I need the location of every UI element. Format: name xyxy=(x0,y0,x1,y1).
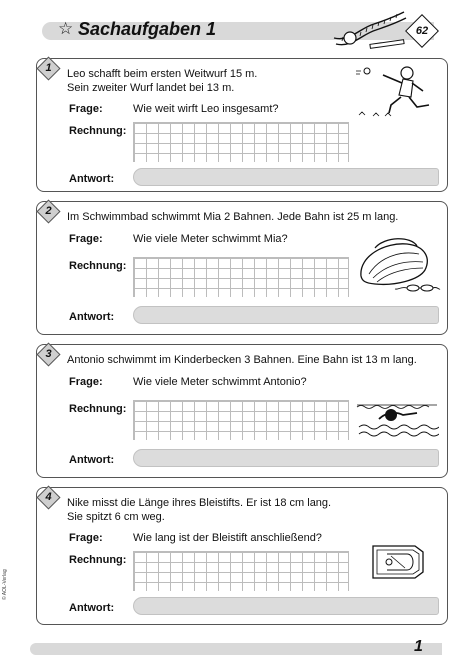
question-text: Wie viele Meter schwimmt Antonio? xyxy=(133,376,307,388)
swimmer-in-water-illustration xyxy=(355,397,439,439)
calculation-label: Rechnung: xyxy=(69,260,127,272)
task-text-line: Im Schwimmbad schwimmt Mia 2 Bahnen. Jede Bahn ist 25 m lang. xyxy=(67,211,399,223)
calculation-label: Rechnung: xyxy=(69,403,127,415)
star-outline-icon: ☆ xyxy=(58,19,74,39)
swim-bag-and-goggles-illustration xyxy=(355,236,441,294)
answer-label: Antwort: xyxy=(69,454,115,466)
measuring-tape-icon xyxy=(330,8,410,50)
task-text-line: Sie spitzt 6 cm weg. xyxy=(67,511,165,523)
pencil-sharpener-illustration xyxy=(369,542,431,582)
question-text: Wie lang ist der Bleistift anschließend? xyxy=(133,532,322,544)
task-4-box xyxy=(36,487,448,625)
task-number-badge: 4 xyxy=(32,483,62,513)
calculation-grid[interactable] xyxy=(133,551,349,591)
boy-throwing-ball-illustration xyxy=(355,61,443,121)
question-text: Wie viele Meter schwimmt Mia? xyxy=(133,233,288,245)
page-badge-number: 62 xyxy=(415,25,429,37)
question-label: Frage: xyxy=(69,376,103,388)
task-number-badge: 2 xyxy=(32,197,62,227)
question-label: Frage: xyxy=(69,103,103,115)
footer-page-number: 1 xyxy=(414,638,423,655)
calculation-grid[interactable] xyxy=(133,257,349,297)
answer-label: Antwort: xyxy=(69,173,115,185)
task-text-line: Nike misst die Länge ihres Bleistifts. Er ist 18 cm lang. xyxy=(67,497,332,509)
task-text-line: Antonio schwimmt im Kinderbecken 3 Bahnen. Eine Bahn ist 13 m lang. xyxy=(67,354,417,366)
task-text-line: Leo schafft beim ersten Weitwurf 15 m. xyxy=(67,68,258,80)
copyright-notice: © AOL-Verlag xyxy=(2,569,8,600)
page-title: Sachaufgaben 1 xyxy=(78,19,217,39)
calculation-label: Rechnung: xyxy=(69,125,127,137)
answer-field[interactable] xyxy=(133,306,439,324)
question-label: Frage: xyxy=(69,233,103,245)
task-text-line: Sein zweiter Wurf landet bei 13 m. xyxy=(67,82,235,94)
task-number-badge: 1 xyxy=(32,54,62,84)
task-1-box xyxy=(36,58,448,192)
task-3-box xyxy=(36,344,448,478)
question-label: Frage: xyxy=(69,532,103,544)
footer-bar xyxy=(30,643,442,655)
question-text: Wie weit wirft Leo insgesamt? xyxy=(133,103,279,115)
task-number-badge: 3 xyxy=(32,340,62,370)
answer-field[interactable] xyxy=(133,449,439,467)
calculation-grid[interactable] xyxy=(133,122,349,162)
calculation-label: Rechnung: xyxy=(69,554,127,566)
answer-label: Antwort: xyxy=(69,602,115,614)
answer-label: Antwort: xyxy=(69,311,115,323)
task-2-box xyxy=(36,201,448,335)
calculation-grid[interactable] xyxy=(133,400,349,440)
answer-field[interactable] xyxy=(133,597,439,615)
answer-field[interactable] xyxy=(133,168,439,186)
